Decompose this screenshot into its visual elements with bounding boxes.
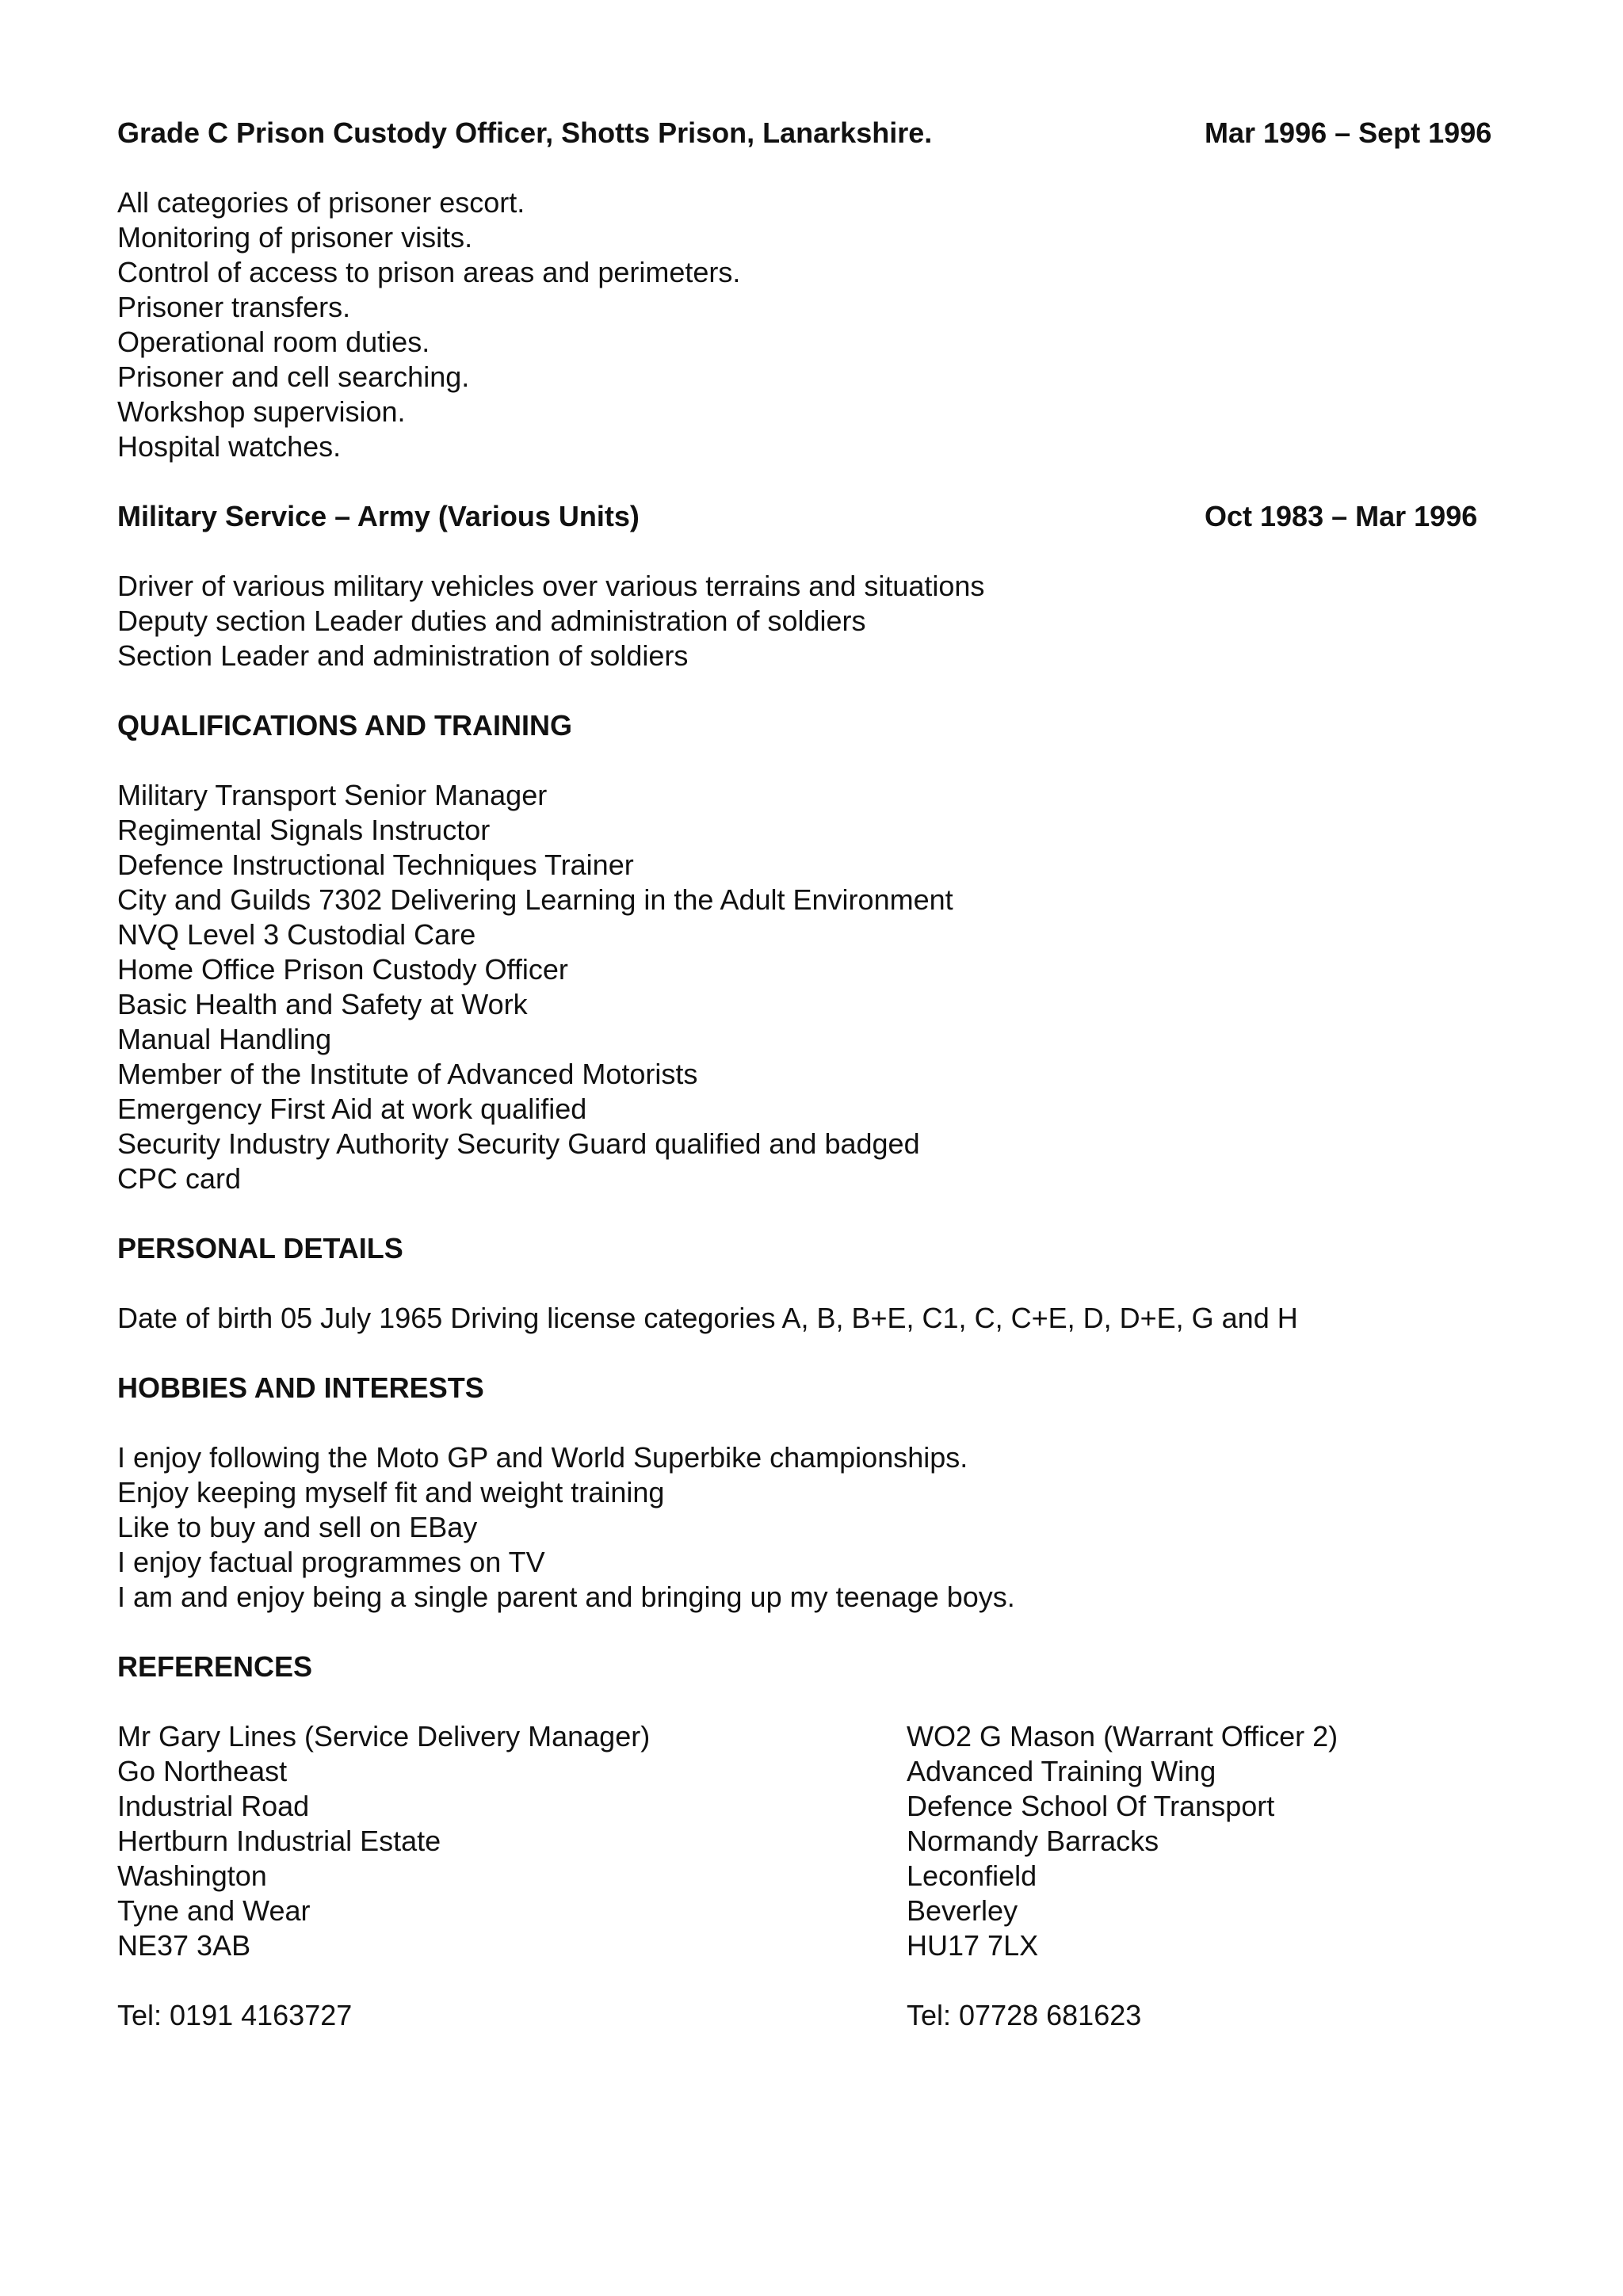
reference-tel: Tel: 07728 681623 (907, 1999, 1142, 2031)
job-dates: Mar 1996 – Sept 1996 (1205, 116, 1492, 149)
list-item: Prisoner and cell searching. (117, 360, 470, 393)
reference-line: HU17 7LX (907, 1929, 1039, 1962)
list-item: All categories of prisoner escort. (117, 186, 525, 219)
list-item: Deputy section Leader duties and administration of soldiers (117, 605, 866, 637)
references-block (117, 1719, 1512, 2036)
reference-line: Industrial Road (117, 1790, 310, 1822)
cv-page (117, 116, 1512, 2036)
list-item: Emergency First Aid at work qualified (117, 1093, 587, 1125)
list-item: Prisoner transfers. (117, 291, 351, 323)
list-item: Monitoring of prisoner visits. (117, 221, 473, 254)
reference-right (907, 1719, 1338, 2033)
job-title: Military Service – Army (Various Units) (117, 500, 640, 532)
list-item: NVQ Level 3 Custodial Care (117, 918, 476, 951)
job-duties-prison (117, 185, 1512, 464)
personal-details-heading: PERSONAL DETAILS (117, 1232, 403, 1264)
list-item: CPC card (117, 1162, 242, 1195)
list-item: Home Office Prison Custody Officer (117, 953, 568, 986)
personal-details-text: Date of birth 05 July 1965 Driving license categories A, B, B+E, C1, C, C+E, D, D+E, G and H (117, 1302, 1298, 1334)
reference-line: WO2 G Mason (Warrant Officer 2) (907, 1720, 1338, 1753)
list-item: Driver of various military vehicles over various terrains and situations (117, 570, 985, 602)
hobbies-list (117, 1440, 1512, 1615)
job-duties-military (117, 569, 1512, 673)
list-item: Security Industry Authority Security Guard qualified and badged (117, 1127, 920, 1160)
reference-line: Normandy Barracks (907, 1825, 1159, 1857)
list-item: I am and enjoy being a single parent and bringing up my teenage boys. (117, 1581, 1015, 1613)
list-item: Workshop supervision. (117, 395, 406, 428)
job-dates: Oct 1983 – Mar 1996 (1205, 500, 1478, 532)
list-item: Like to buy and sell on EBay (117, 1511, 478, 1543)
list-item: I enjoy following the Moto GP and World Superbike championships. (117, 1441, 968, 1474)
list-item: Operational room duties. (117, 326, 430, 358)
list-item: Regimental Signals Instructor (117, 814, 491, 846)
reference-line: Mr Gary Lines (Service Delivery Manager) (117, 1720, 651, 1753)
list-item: Defence Instructional Techniques Trainer (117, 849, 634, 881)
references-heading: REFERENCES (117, 1650, 313, 1683)
reference-tel: Tel: 0191 4163727 (117, 1999, 353, 2031)
list-item: Military Transport Senior Manager (117, 779, 548, 811)
reference-line: Go Northeast (117, 1755, 288, 1787)
hobbies-heading: HOBBIES AND INTERESTS (117, 1371, 484, 1404)
job-title: Grade C Prison Custody Officer, Shotts Prison, Lanarkshire. (117, 116, 933, 149)
list-item: Enjoy keeping myself fit and weight training (117, 1476, 665, 1508)
reference-line: Advanced Training Wing (907, 1755, 1216, 1787)
reference-line: Defence School Of Transport (907, 1790, 1275, 1822)
list-item: Basic Health and Safety at Work (117, 988, 528, 1020)
list-item: Manual Handling (117, 1023, 332, 1055)
job-header-prison (117, 116, 1512, 154)
reference-line: Leconfield (907, 1859, 1037, 1892)
list-item: Section Leader and administration of soldiers (117, 639, 689, 672)
job-header-military (117, 499, 1512, 537)
reference-line: Beverley (907, 1894, 1018, 1927)
qualifications-heading: QUALIFICATIONS AND TRAINING (117, 709, 572, 742)
reference-line: Hertburn Industrial Estate (117, 1825, 441, 1857)
reference-line: Tyne and Wear (117, 1894, 311, 1927)
reference-left (117, 1719, 650, 2033)
qualifications-list (117, 778, 1512, 1196)
list-item: Hospital watches. (117, 430, 342, 463)
reference-line: Washington (117, 1859, 267, 1892)
list-item: I enjoy factual programmes on TV (117, 1546, 545, 1578)
personal-details (117, 1301, 1512, 1336)
list-item: City and Guilds 7302 Delivering Learning in the Adult Environment (117, 883, 953, 916)
list-item: Control of access to prison areas and perimeters. (117, 256, 741, 288)
reference-line: NE37 3AB (117, 1929, 251, 1962)
list-item: Member of the Institute of Advanced Motorists (117, 1058, 698, 1090)
